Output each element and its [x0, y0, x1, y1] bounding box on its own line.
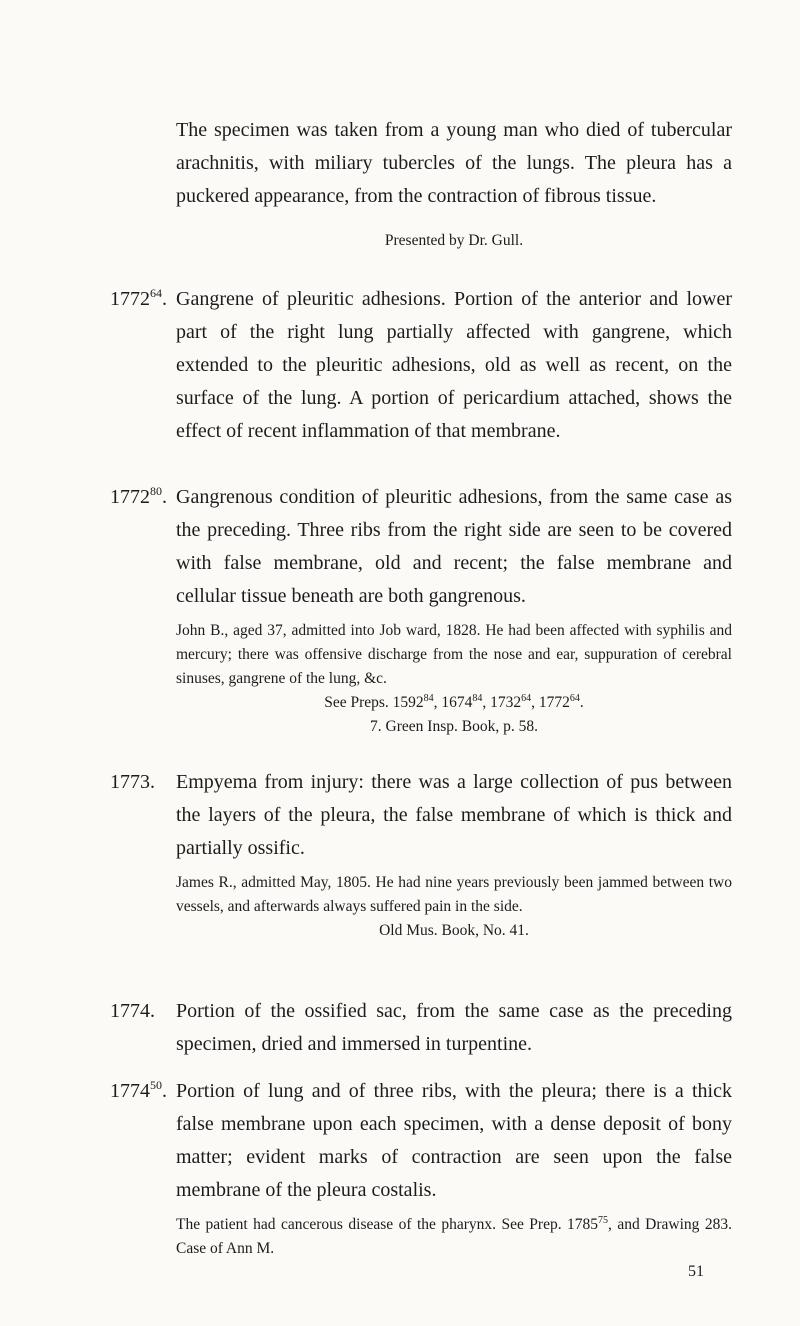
entry-text: Portion of lung and of three ribs, with the pleura; there is a thick false membrane upon each specimen, with a dense deposit of bony matter; evident marks of contraction are seen upon the false membrane of the pleura costalis.: [176, 1080, 732, 1201]
case-note: [176, 871, 732, 943]
entry-text: Gangrenous condition of pleuritic adhesions, from the same case as the preceding. Three ribs from the right side are seen to be covered with false membrane, old and recent; the false membrane and cellular tissue beneath are both gangrenous.: [176, 486, 732, 607]
entry-number: 1773.: [110, 771, 155, 793]
entry-1774-50: [110, 1075, 732, 1261]
source-reference: Old Mus. Book, No. 41.: [379, 922, 529, 939]
see-preps: See Preps. 1592$^{84}$, 1674$^{84}$, 1732$^{64}$, 1772$^{64}$.: [324, 693, 584, 711]
entry-number: 1772$^{80}$.: [110, 484, 167, 508]
entry-text: Empyema from injury: there was a large collection of pus between the layers of the pleura, the false membrane of which is thick and partially ossific.: [176, 771, 732, 859]
case-note-text: John B., aged 37, admitted into Job ward, 1828. He had been affected with syphilis and mercury; there was offensive discharge from the nose and ear, suppuration of cerebral sinuses, gangrene of the lung, &c.: [176, 622, 732, 687]
case-note: [176, 619, 732, 739]
source-reference: 7. Green Insp. Book, p. 58.: [370, 718, 538, 735]
case-note: The patient had cancerous disease of the pharynx. See Prep. 1785$^{75}$, and Drawing 283. Case of Ann M.: [176, 1215, 732, 1257]
entry-1772-64: [110, 283, 732, 448]
intro-credit: Presented by Dr. Gull.: [384, 232, 524, 249]
case-note-text: James R., admitted May, 1805. He had nine years previously been jammed between two vessels, and afterwards always suffered pain in the side.: [176, 874, 732, 915]
intro-paragraph: The specimen was taken from a young man who died of tubercular arachnitis, with miliary tubercles of the lungs. The pleura has a puckered appearance, from the contraction of fibrous tissue.: [176, 119, 732, 207]
entry-text: Portion of the ossified sac, from the same case as the preceding specimen, dried and immersed in turpentine.: [176, 1000, 732, 1055]
entry-1774: [110, 995, 732, 1061]
entry-text: Gangrene of pleuritic adhesions. Portion of the anterior and lower part of the right lung partially affected with gangrene, which extended to the pleuritic adhesions, old as well as recent, on the surface of the lung. A portion of pericardium attached, shows the effect of recent inflammation of that membrane.: [176, 288, 732, 442]
entry-number: 1772$^{64}$.: [110, 286, 167, 310]
entry-number: 1774.: [110, 1000, 155, 1022]
entry-1772-80: [110, 481, 732, 739]
entry-number: 1774$^{50}$.: [110, 1078, 167, 1102]
entry-1773: [110, 766, 732, 943]
page-number: 51: [688, 1263, 704, 1280]
